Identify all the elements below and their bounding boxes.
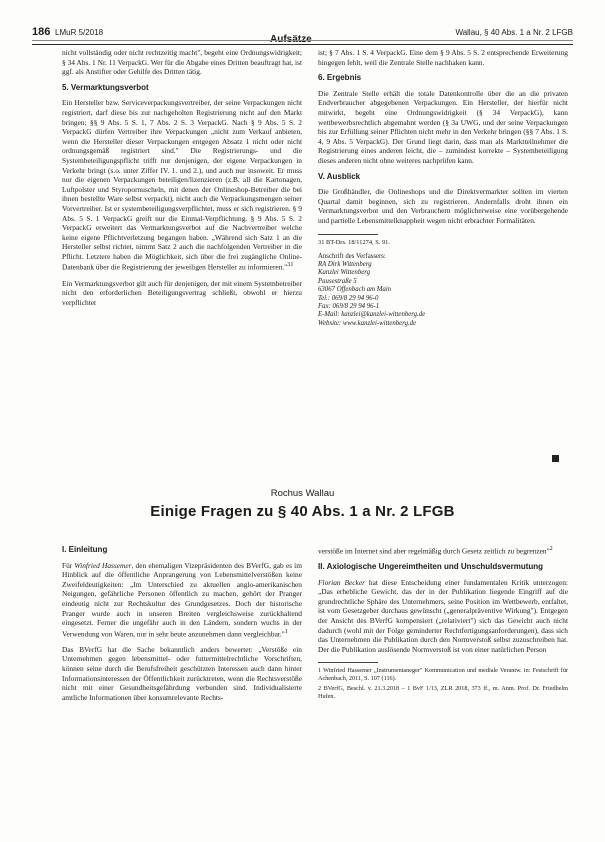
article-title: Einige Fragen zu § 40 Abs. 1 a Nr. 2 LFGB (150, 503, 455, 520)
article-author: Rochus Wallau (270, 488, 335, 499)
left-column-top (62, 48, 302, 313)
becker-text: hat diese Entscheidung einer fundamentalen Kritik unterzogen: „Das erhebliche Gewicht, das der in der Publikation liegende Eingriff auf die grundrechtliche Sphäre des Unternehmers, seine Position im Wettbewerb, entfaltet, ist vom Gesetzgeber durchaus gewünscht („generalpräventive Wirkung"). Entgegen der Ansicht des BVerfG kompensiert („relativiert") sich das Gewicht auch nicht dadurch (wohl mit der Folge geminderter Rechtfertigungsanforderungen), dass sich das Unternehmen die Publikation durch den Normverstoß selbst zuzuschreiben hat. Der die Publikation auslösende Normverstoß ist von einer natürlichen Person (318, 577, 568, 654)
vermarktungsverbot-text: Ein Hersteller bzw. Serviceverpackungsvertreiber, der seine Verpackungen nicht registriert, darf diese bis zur nachgeholten Registrierung nicht auf den Markt bringen; §§ 9 Abs. 5 S. 1, 7 Abs. 2 S. 3 VerpackG. Nach § 9 Abs. 5 S. 2 VerpackG dürfen Vertreiber ihre Verpackungen „nicht zum Verkauf anbieten, wenn die Hersteller dieser Verpackungen entgegen Absatz 1 nicht oder nicht ordnungsgemäß registriert sind." Die Registrierungs- und die Systembeteiligungspflicht trifft nur denjenigen, der eigene Verpackungen in Verkehr bringt (s.o. unter Ziffer IV. 1. und 2.), und auch nur insoweit. Er muss nur die eigenen Verpackungen beteiligen/lizenzieren (z.B. all die Kartonagen, Luftpolster und Styropornuscheln, mit denen der Onlineshop-Betreiber die bei ihnen bestellte Ware selbst verpackt), nicht auch die Verpackungsmengen seiner Vorvertreiber. Ist er systembeteiligungsverpflichtet, muss er sich registrieren. § 9 Abs. 5 S. 1 VerpackG greift nur die Einmal-Verpflichtung. § 9 Abs. 5 S. 2 VerpackG erweitert das Vermarktungsverbot auf die Nachvertreiber welche keine eigene Pflichtverletzung begangen haben. „Während sich Satz 1 an die Hersteller selbst richtet, nimmt Satz 2 auch die nachfolgenden Vertreiber in die Pflicht. Letztere haben die Möglichkeit, sich über die frei zugängliche Online-Datenbank über die Registrierung der jeweiligen Hersteller zu informieren." (62, 98, 302, 272)
address-line: Tel.: 069/8 29 94 96-0 (318, 294, 379, 302)
einleitung-text: , den ehemaligen Vizepräsidenten des BVerfG, gab es im Hinblick auf die öffentliche Anprangerung von Lebensmittelverstößen keine Zweifeldeutigkeiten: „Im Unterschied zu aktuellen anglo-amerikanischen Neigungen, gefährliche Personen öffentlich zu machen, gehört der Pranger eindeutig nicht zur Rechtskultur des Grundgesetzes. Doch der historische Pranger wurde auch in unseren Breiten vergleichsweise zurückhaltend eingesetzt. Ferner die ungefähr auch in den Ländern, sondern wuchs in der Verwendung von Waren, nur in sehr heute anzunehmen dann vergleichbar." (62, 560, 302, 639)
website-link[interactable]: Website: www.kanzlei-wittenberg.de (318, 319, 417, 327)
right-intro-paragraph: ist; § 7 Abs. 1 S. 4 VerpackG. Eine dem § 9 Abs. 5 S. 2 entsprechende Erweiterung hingegen fehlt, weil die Zentrale Stelle nachhaken kann. (318, 48, 568, 67)
header-rule (32, 44, 573, 45)
address-line: Fax: 069/8 29 94 96-1 (318, 302, 380, 310)
einleitung-paragraph: Für Winfried Hassemer, den ehemaligen Vizepräsidenten des BVerfG, gab es im Hinblick auf die öffentliche Anprangerung von Lebensmittelverstößen keine Zweifeldeutigkeiten: „Im Unterschied zu aktuellen anglo-amerikanischen Neigungen, gefährliche Personen öffentlich zu machen, gehört der Pranger eindeutig nicht zur Rechtskultur des Grundgesetzes. Doch der historische Pranger wurde auch in unseren Breiten vergleichsweise zurückhaltend eingesetzt. Ferner die ungefähr auch in den Ländern, sondern wuchs in der Verwendung von Waren, nur in sehr heute anzunehmen dann vergleichbar."$^1$ (62, 560, 302, 639)
footnote-rule-article (318, 662, 378, 663)
bverfg-paragraph: Das BVerfG hat die Sache bekanntlich anders bewertet: „Verstöße ein Unternehmen gegen lebensmittel- oder futtermittelrechtliche Vorschriften, können seine durch die Berufsfreiheit geschützten Interessen auch dann hinter Informationsinteressen der Öffentlichkeit zurücktreten, wenn die Rechtsverstöße nicht mit einer Gesundheitsgefährdung verbunden sind. Individualisierte amtliche Informationen über konsumrelevante Rechts- (62, 644, 302, 702)
footnote-2: 2 BVerfG, Beschl. v. 21.3.2018 – 1 BvF 1/13, ZLR 2018, 373 ff., m. Anm. Prof. Dr. Friedhelm Hufen. (318, 685, 568, 700)
heading-vermarktungsverbot: 5. Vermarktungsverbot (62, 82, 149, 92)
vermarktungsverbot-paragraph (62, 98, 302, 272)
footnote-rule (318, 234, 378, 235)
end-of-article-mark (552, 455, 559, 462)
address-line: RA Dirk Wittenberg (318, 260, 372, 268)
right-article-intro (318, 545, 568, 556)
header-rule-top (32, 40, 573, 41)
left-intro-paragraph: nicht vollständig oder nicht rechtzeitig macht", begeht eine Ordnungswidrigkeit; § 34 Abs. 1 Nr. 11 VerpackG. Wer für die Abgabe eines Dritten beauftragt hat, ist ggf. als Anstifter oder Gehilfe des Dritten tätig. (62, 48, 302, 77)
running-title: Wallau, § 40 Abs. 1 a Nr. 2 LFGB (455, 28, 573, 37)
ausblick-paragraph: Die Großhändler, die Onlineshops und die Direktvermarkter sollten im vierten Quartal damit beginnen, sich zu registrieren. Andernfalls droht ihnen ein Vermarktungsverbot und den Verbrauchern möglicherweise eine vorübergehende und partielle Lebensmittelknappheit wegen nicht erbrachter Formalitäten. (318, 187, 568, 225)
cited-person-becker: Florian Becker (318, 577, 365, 587)
footnote-1: 1 Winfried Hassemer „Instrumentaneger" Kommunication und mediale Verantw. in: Festschrift für Achenbach, 2011, S. 107 (116). (318, 667, 568, 683)
heading-axiologische: II. Axiologische Ungereimtheiten und Unschuldsvermutung (318, 562, 544, 572)
ergebnis-paragraph: Die Zentrale Stelle erhält die totale Datenkontrolle über die an die privaten Endverbraucher abgegebenen Verpackungen. Ein Hersteller, der hierfür nicht mitwirkt, begeht eine Ordnungswidrigkeit (§ 34 VerpackG), kann wettbewerbsrechtlich abgemahnt werden (§ 3a UWG, und der seine Verpackungen bis zur Erfüllung seiner Pflichten nicht mehr in den Verkehr bringen (§§ 7 Abs. 1 S. 4, 9 Abs. 5 VerpackG). Der Grund liegt darin, dass man als Marktteilnehmer die Registrierung eines anderen leicht, die – zumindest korrekte – Systembeteiligung dieses anderen nicht ohne weiteres nachprüfen kann. (318, 88, 568, 165)
left-column-article (62, 545, 302, 708)
right-column-top (318, 48, 568, 328)
heading-einleitung: I. Einleitung (62, 545, 108, 554)
heading-ausblick: V. Ausblick (318, 171, 361, 181)
footnote-ref-1: 1 (284, 628, 288, 635)
footnote-ref-2: 2 (549, 546, 553, 552)
journal-name: LMuR 5/2018 (55, 28, 104, 37)
footnote-ref-31: 31 (287, 262, 294, 269)
address-label: Anschrift des Verfassers: (318, 252, 386, 260)
author-address (318, 253, 568, 329)
becker-paragraph (318, 578, 568, 655)
address-line: 63067 Offenbach am Main (318, 286, 392, 294)
page-number: 186 (32, 26, 51, 38)
address-line: Pausestraße 5 (318, 277, 357, 285)
right-column-article (318, 545, 568, 701)
cited-person-hassemer: Winfried Hassemer (74, 560, 132, 570)
footnote-31: 31 BT-Drs. 18/11274, S. 91. (318, 238, 390, 246)
left-closing-paragraph: Ein Vermarktungsverbot gilt auch für denjenigen, der mit einem Systembetreiber nicht den erforderlichen Beteiligungsvertrag schließt, obwohl er hierzu verpflichtet (62, 278, 302, 307)
right-article-intro-text: verstöße im Internet sind aber regelmäßig durch Gesetz zeitlich zu begrenzen" (318, 546, 550, 556)
address-line: Kanzlei Wittenberg (318, 269, 371, 277)
heading-ergebnis: 6. Ergebnis (318, 73, 362, 83)
email-link[interactable]: E-Mail: kanzlei@kanzlei-wittenberg.de (318, 311, 426, 319)
